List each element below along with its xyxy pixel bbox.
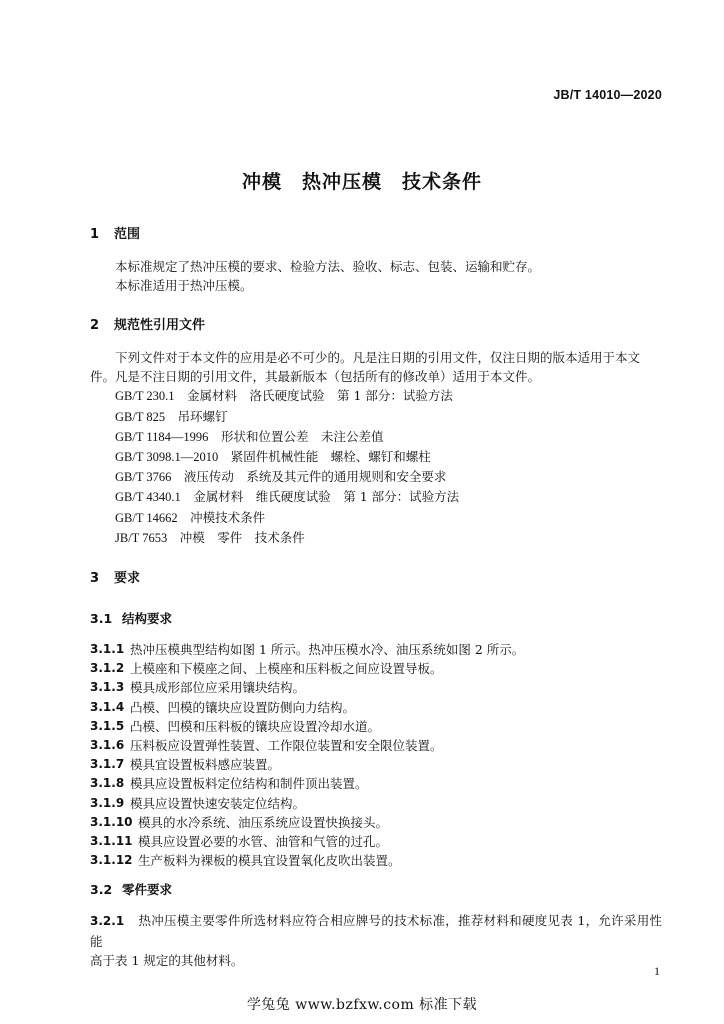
reference-item [115,528,662,548]
clause-text: 模具应设置必要的水管、油管和气管的过孔。 [138,834,389,850]
clause-item [90,736,662,755]
clause-3-2-1 [90,911,662,950]
subsection-3-1-heading [90,610,662,628]
section-1-heading [90,226,662,244]
watermark-footer: 学兔兔 www.bzfxw.com 标准下载 [246,997,478,1013]
reference-title: 冲模 零件 技术条件 [179,529,305,545]
clause-number: 3.1.1 [90,642,125,656]
reference-item [115,487,662,507]
subsection-title: 结构要求 [122,611,173,626]
clause-text-line-1: 热冲压模主要零件所选材料应符合相应牌号的技术标准，推荐材料和硬度见表 1，允许采用性能 [90,913,662,949]
clause-text: 热冲压模典型结构如图 1 所示。热冲压模水冷、油压系统如图 2 所示。 [130,642,525,657]
clause-number: 3.1.5 [90,718,125,733]
reference-code: GB/T 4340.1 [115,490,181,505]
subsection-3-2-heading [90,881,662,899]
clause-text: 模具应设置板料定位结构和制件顶出装置。 [130,776,368,792]
clause-item [90,813,662,832]
clause-item [90,851,662,870]
reference-item [115,386,662,406]
section-title: 范围 [114,227,141,242]
clause-text: 模具成形部位应采用镶块结构。 [130,680,306,696]
reference-item [115,467,662,487]
subsection-number: 3.1 [90,611,113,626]
clause-number: 3.1.9 [90,795,125,810]
reference-title: 紧固件机械性能 螺栓、螺钉和螺柱 [230,448,431,464]
clause-text: 上模座和下模座之间、上模座和压料板之间应设置导板。 [130,661,443,677]
reference-code: GB/T 825 [115,409,166,424]
section-title: 要求 [114,571,141,586]
document-body [90,226,662,970]
reference-item [115,407,662,427]
clause-text: 压料板应设置弹性装置、工作限位装置和安全限位装置。 [130,738,443,754]
clause-item [90,832,662,851]
clause-number: 3.1.6 [90,738,125,753]
section-title: 规范性引用文件 [114,318,206,334]
clause-number: 3.1.8 [90,776,125,791]
reference-item [115,427,662,447]
page-number: 1 [654,964,660,978]
clause-item [90,717,662,736]
reference-code: GB/T 14662 [115,510,178,525]
scope-paragraph-2: 本标准适用于热冲压模。 [115,277,253,293]
reference-title: 形状和位置公差 未注公差值 [220,428,384,444]
reference-title: 吊环螺钉 [177,408,228,424]
clause-text: 模具的水冷系统、油压系统应设置快换接头。 [138,814,389,830]
references-intro-line-2: 件。凡是不注日期的引用文件，其最新版本（包括所有的修改单）适用于本文件。 [90,368,541,384]
clause-item [90,640,662,659]
section-number: 3 [90,571,100,586]
clause-item [90,794,662,813]
clause-item [90,755,662,774]
clause-number: 3.2.1 [90,914,125,929]
section-number: 1 [90,227,100,242]
section-2-heading [90,317,662,335]
reference-code: GB/T 3766 [115,470,172,485]
subsection-number: 3.2 [90,882,113,898]
subsection-title: 零件要求 [122,882,173,898]
document-title: 冲模 热冲压模 技术条件 [241,171,482,193]
clause-number: 3.1.4 [90,699,125,714]
clause-item [90,698,662,717]
clause-number: 3.1.12 [90,853,133,868]
clause-number: 3.1.10 [90,814,133,829]
scope-paragraph-1: 本标准规定了热冲压模的要求、检验方法、验收、标志、包装、运输和贮存。 [115,259,541,274]
reference-code: GB/T 3098.1—2010 [115,449,219,464]
clause-item [90,659,662,678]
section-number: 2 [90,318,100,334]
reference-title: 液压传动 系统及其元件的通用规则和安全要求 [183,469,447,485]
clause-text: 模具宜设置板料感应装置。 [130,757,281,773]
reference-title: 金属材料 洛氏硬度试验 第 1 部分：试验方法 [187,388,453,404]
clause-text: 模具应设置快速安装定位结构。 [130,795,306,811]
reference-title: 冲模技术条件 [190,509,266,525]
clause-3-2-1-continuation: 高于表 1 规定的其他材料。 [90,952,244,968]
standard-code: JB/T 14010—2020 [553,88,662,102]
reference-code: GB/T 1184—1996 [115,429,209,444]
clause-number: 3.1.3 [90,680,125,695]
normative-reference-list [90,386,662,548]
clause-number: 3.1.2 [90,661,125,676]
clause-text: 凸模、凹模和压料板的镶块应设置冷却水道。 [130,718,381,734]
clause-number: 3.1.7 [90,757,125,772]
clause-item [90,774,662,793]
structure-requirements-list [90,640,662,870]
section-3-heading [90,570,662,588]
reference-item [115,447,662,467]
references-intro-line-1: 下列文件对于本文件的应用是必不可少的。凡是注日期的引用文件，仅注日期的版本适用于本文 [115,350,641,366]
clause-number: 3.1.11 [90,834,133,849]
reference-code: JB/T 7653 [115,530,168,545]
reference-item [115,508,662,528]
clause-text: 生产板料为裸板的模具宜设置氧化皮吹出装置。 [138,853,401,869]
clause-item [90,678,662,697]
clause-text: 凸模、凹模的镶块应设置防侧向力结构。 [130,699,356,715]
reference-title: 金属材料 维氏硬度试验 第 1 部分：试验方法 [193,489,460,505]
reference-code: GB/T 230.1 [115,389,175,404]
